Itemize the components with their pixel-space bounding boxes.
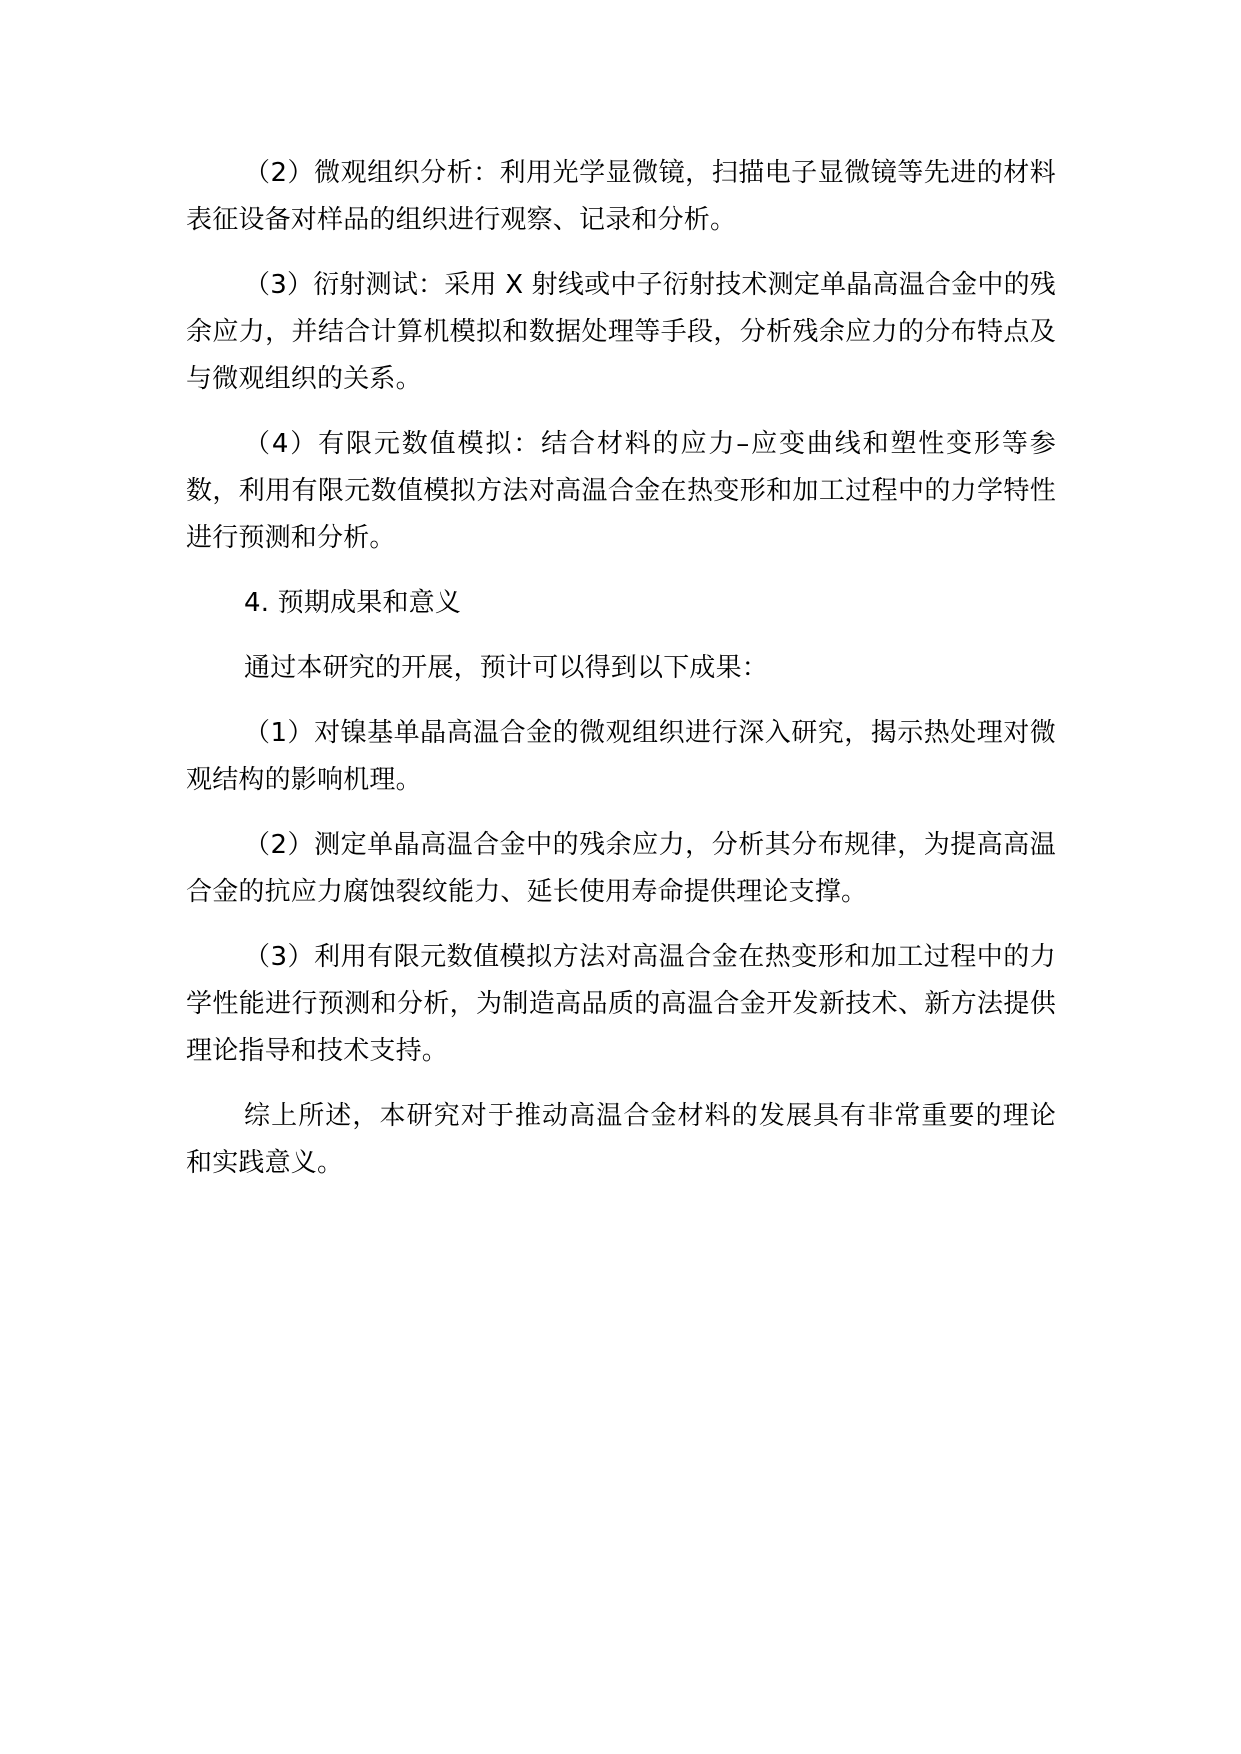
- paragraph-result-3: （3）利用有限元数值模拟方法对高温合金在热变形和加工过程中的力学性能进行预测和分析，为制造高品质的高温合金开发新技术、新方法提供理论指导和技术支持。: [186, 942, 1056, 1066]
- paragraph-conclusion: 综上所述，本研究对于推动高温合金材料的发展具有非常重要的理论和实践意义。: [186, 1101, 1056, 1178]
- paragraph-intro: 通过本研究的开展，预计可以得到以下成果：: [244, 653, 769, 683]
- paragraph-method-3: （3）衍射测试：采用 X 射线或中子衍射技术测定单晶高温合金中的残余应力，并结合计算机模拟和数据处理等手段，分析残余应力的分布特点及与微观组织的关系。: [186, 270, 1056, 394]
- paragraph-method-4: （4）有限元数值模拟：结合材料的应力–应变曲线和塑性变形等参数，利用有限元数值模拟方法对高温合金在热变形和加工过程中的力学特性进行预测和分析。: [186, 429, 1056, 553]
- paragraph-result-1: （1）对镍基单晶高温合金的微观组织进行深入研究，揭示热处理对微观结构的影响机理。: [186, 718, 1056, 795]
- paragraph-result-2: （2）测定单晶高温合金中的残余应力，分析其分布规律，为提高高温合金的抗应力腐蚀裂纹能力、延长使用寿命提供理论支撑。: [186, 830, 1056, 907]
- paragraph-method-2: （2）微观组织分析：利用光学显微镜，扫描电子显微镜等先进的材料表征设备对样品的组织进行观察、记录和分析。: [186, 158, 1056, 235]
- section-heading: 4. 预期成果和意义: [244, 588, 462, 618]
- document-page: [186, 150, 1056, 1205]
